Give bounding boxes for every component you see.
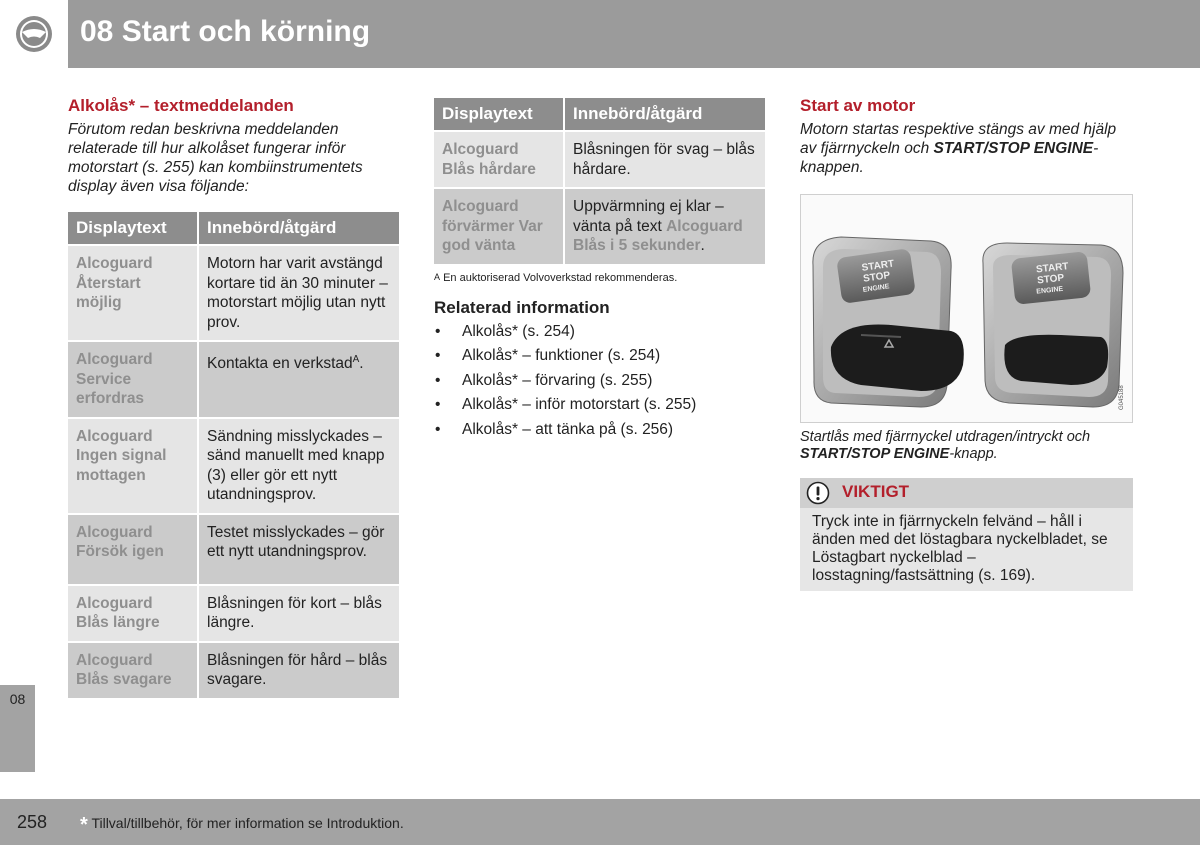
meaning-text: Uppvärmning ej klar – vänta på text bbox=[573, 198, 724, 235]
intro-text-end: -knappen. bbox=[800, 140, 1099, 176]
meaning-cell: Blåsningen för kort – blås längre. bbox=[199, 586, 399, 641]
button-text: ENGINE bbox=[1036, 285, 1064, 296]
table-row bbox=[68, 643, 399, 698]
related-heading: Relaterad information bbox=[434, 297, 610, 317]
table-row bbox=[68, 342, 399, 417]
related-link[interactable]: • Alkolås* – funktioner (s. 254) bbox=[434, 344, 767, 369]
display-text-cell: Alcoguard Försök igen bbox=[68, 515, 197, 584]
table-header-displaytext: Displaytext bbox=[434, 98, 563, 130]
exclamation-icon bbox=[806, 481, 830, 505]
table-header-displaytext: Displaytext bbox=[68, 212, 197, 244]
table-header-meaning: Innebörd/åtgärd bbox=[565, 98, 765, 130]
intro-text: Motorn startas respektive stängs av med hjälp av fjärrnyckeln och bbox=[800, 121, 1117, 157]
display-message-ref: Alcoguard Blås i 5 sekunder bbox=[573, 217, 743, 254]
intro-button-name: START/STOP ENGINE bbox=[933, 140, 1094, 157]
related-link[interactable]: • Alkolås* (s. 254) bbox=[434, 320, 767, 345]
notice-text: Tryck inte in fjärrnyckeln felvänd – håll i änden med det löstagbara nyckelbladet, se Löstagbart nyckelblad – losstagning/fastsättning (s. 169). bbox=[812, 513, 1108, 584]
meaning-cell: Sändning misslyckades – sänd manuellt med knapp (3) eller gör ett nytt utandningsprov. bbox=[199, 419, 399, 513]
display-text-cell: Alcoguard Blås svagare bbox=[68, 643, 197, 698]
table-row bbox=[68, 246, 399, 340]
section-heading: Alkolås* – textmeddelanden bbox=[68, 96, 294, 115]
page-header bbox=[0, 0, 1200, 68]
column-continued-table bbox=[434, 96, 767, 442]
meaning-cell: Blåsningen för svag – blås hårdare. bbox=[565, 132, 765, 187]
column-engine-start bbox=[800, 96, 1133, 177]
table-row bbox=[68, 586, 399, 641]
image-code: G045188 bbox=[1119, 385, 1125, 410]
caption-text-end: -knapp. bbox=[949, 446, 998, 462]
display-text-cell: Alcoguard Service erfordras bbox=[68, 342, 197, 417]
image-caption bbox=[800, 429, 1133, 463]
asterisk-mark: * bbox=[80, 814, 88, 836]
table-row bbox=[68, 515, 399, 584]
table-row bbox=[434, 132, 765, 187]
related-list bbox=[434, 320, 767, 443]
page-number: 258 bbox=[17, 812, 48, 832]
meaning-text-end: . bbox=[700, 237, 705, 254]
important-notice bbox=[800, 478, 1133, 591]
button-text: START bbox=[1035, 261, 1070, 276]
notice-title: VIKTIGT bbox=[842, 482, 910, 501]
table-header-meaning: Innebörd/åtgärd bbox=[199, 212, 399, 244]
related-link[interactable]: • Alkolås* – att tänka på (s. 256) bbox=[434, 418, 767, 443]
button-text: START bbox=[861, 258, 895, 274]
table-footnote bbox=[434, 272, 767, 284]
button-text: ENGINE bbox=[862, 283, 890, 294]
display-text-cell: Alcoguard Blås längre bbox=[68, 586, 197, 641]
display-text-table bbox=[66, 210, 401, 700]
meaning-cell: Kontakta en verkstad$^A$. bbox=[199, 342, 399, 417]
table-row bbox=[68, 419, 399, 513]
column-alcolock-messages bbox=[68, 96, 399, 700]
meaning-cell: Testet misslyckades – gör ett nytt utandningsprov. bbox=[199, 515, 399, 584]
display-text-cell: Alcoguard Blås hårdare bbox=[434, 132, 563, 187]
button-text: STOP bbox=[1036, 272, 1065, 287]
display-text-cell: Alcoguard Ingen signal mottagen bbox=[68, 419, 197, 513]
chapter-tab bbox=[0, 685, 35, 772]
meaning-cell bbox=[565, 189, 765, 264]
button-text: STOP bbox=[862, 270, 891, 285]
footer-note bbox=[80, 814, 404, 837]
related-link[interactable]: • Alkolås* – förvaring (s. 255) bbox=[434, 369, 767, 394]
meaning-cell: Motorn har varit avstängd kortare tid än 30 minuter – motorstart möjlig utan nytt prov. bbox=[199, 246, 399, 340]
caption-text: Startlås med fjärrnyckel utdragen/intryckt och bbox=[800, 429, 1091, 445]
start-button-illustration bbox=[800, 194, 1133, 423]
page-title: 08 Start och körning bbox=[80, 15, 371, 48]
caption-button-name: START/STOP ENGINE bbox=[800, 446, 950, 462]
notice-header bbox=[800, 478, 1133, 508]
related-link[interactable]: • Alkolås* – inför motorstart (s. 255) bbox=[434, 393, 767, 418]
footnote-text: En auktoriserad Volvoverkstad rekommenderas. bbox=[443, 271, 678, 284]
display-text-cell: Alcoguard Återstart möjlig bbox=[68, 246, 197, 340]
steering-wheel-icon bbox=[0, 0, 68, 68]
section-intro: Förutom redan beskrivna meddelanden relaterade till hur alkolåset fungerar inför motorstart (s. 255) kan kombiinstrumentets display även visa följande: bbox=[68, 121, 363, 195]
display-text-cell: Alcoguard förvärmer Var god vänta bbox=[434, 189, 563, 264]
table-row bbox=[434, 189, 765, 264]
footer-note-text: Tillval/tillbehör, för mer information se Introduktion. bbox=[91, 815, 404, 831]
section-heading: Start av motor bbox=[800, 96, 916, 115]
meaning-cell: Blåsningen för hård – blås svagare. bbox=[199, 643, 399, 698]
chapter-tab-label: 08 bbox=[9, 691, 26, 707]
footnote-mark: A bbox=[434, 271, 441, 282]
meaning-text: Kontakta en verkstad bbox=[207, 355, 353, 373]
section-intro bbox=[800, 120, 1133, 177]
footnote-ref: A bbox=[352, 354, 360, 365]
display-text-table-continued bbox=[432, 96, 767, 266]
